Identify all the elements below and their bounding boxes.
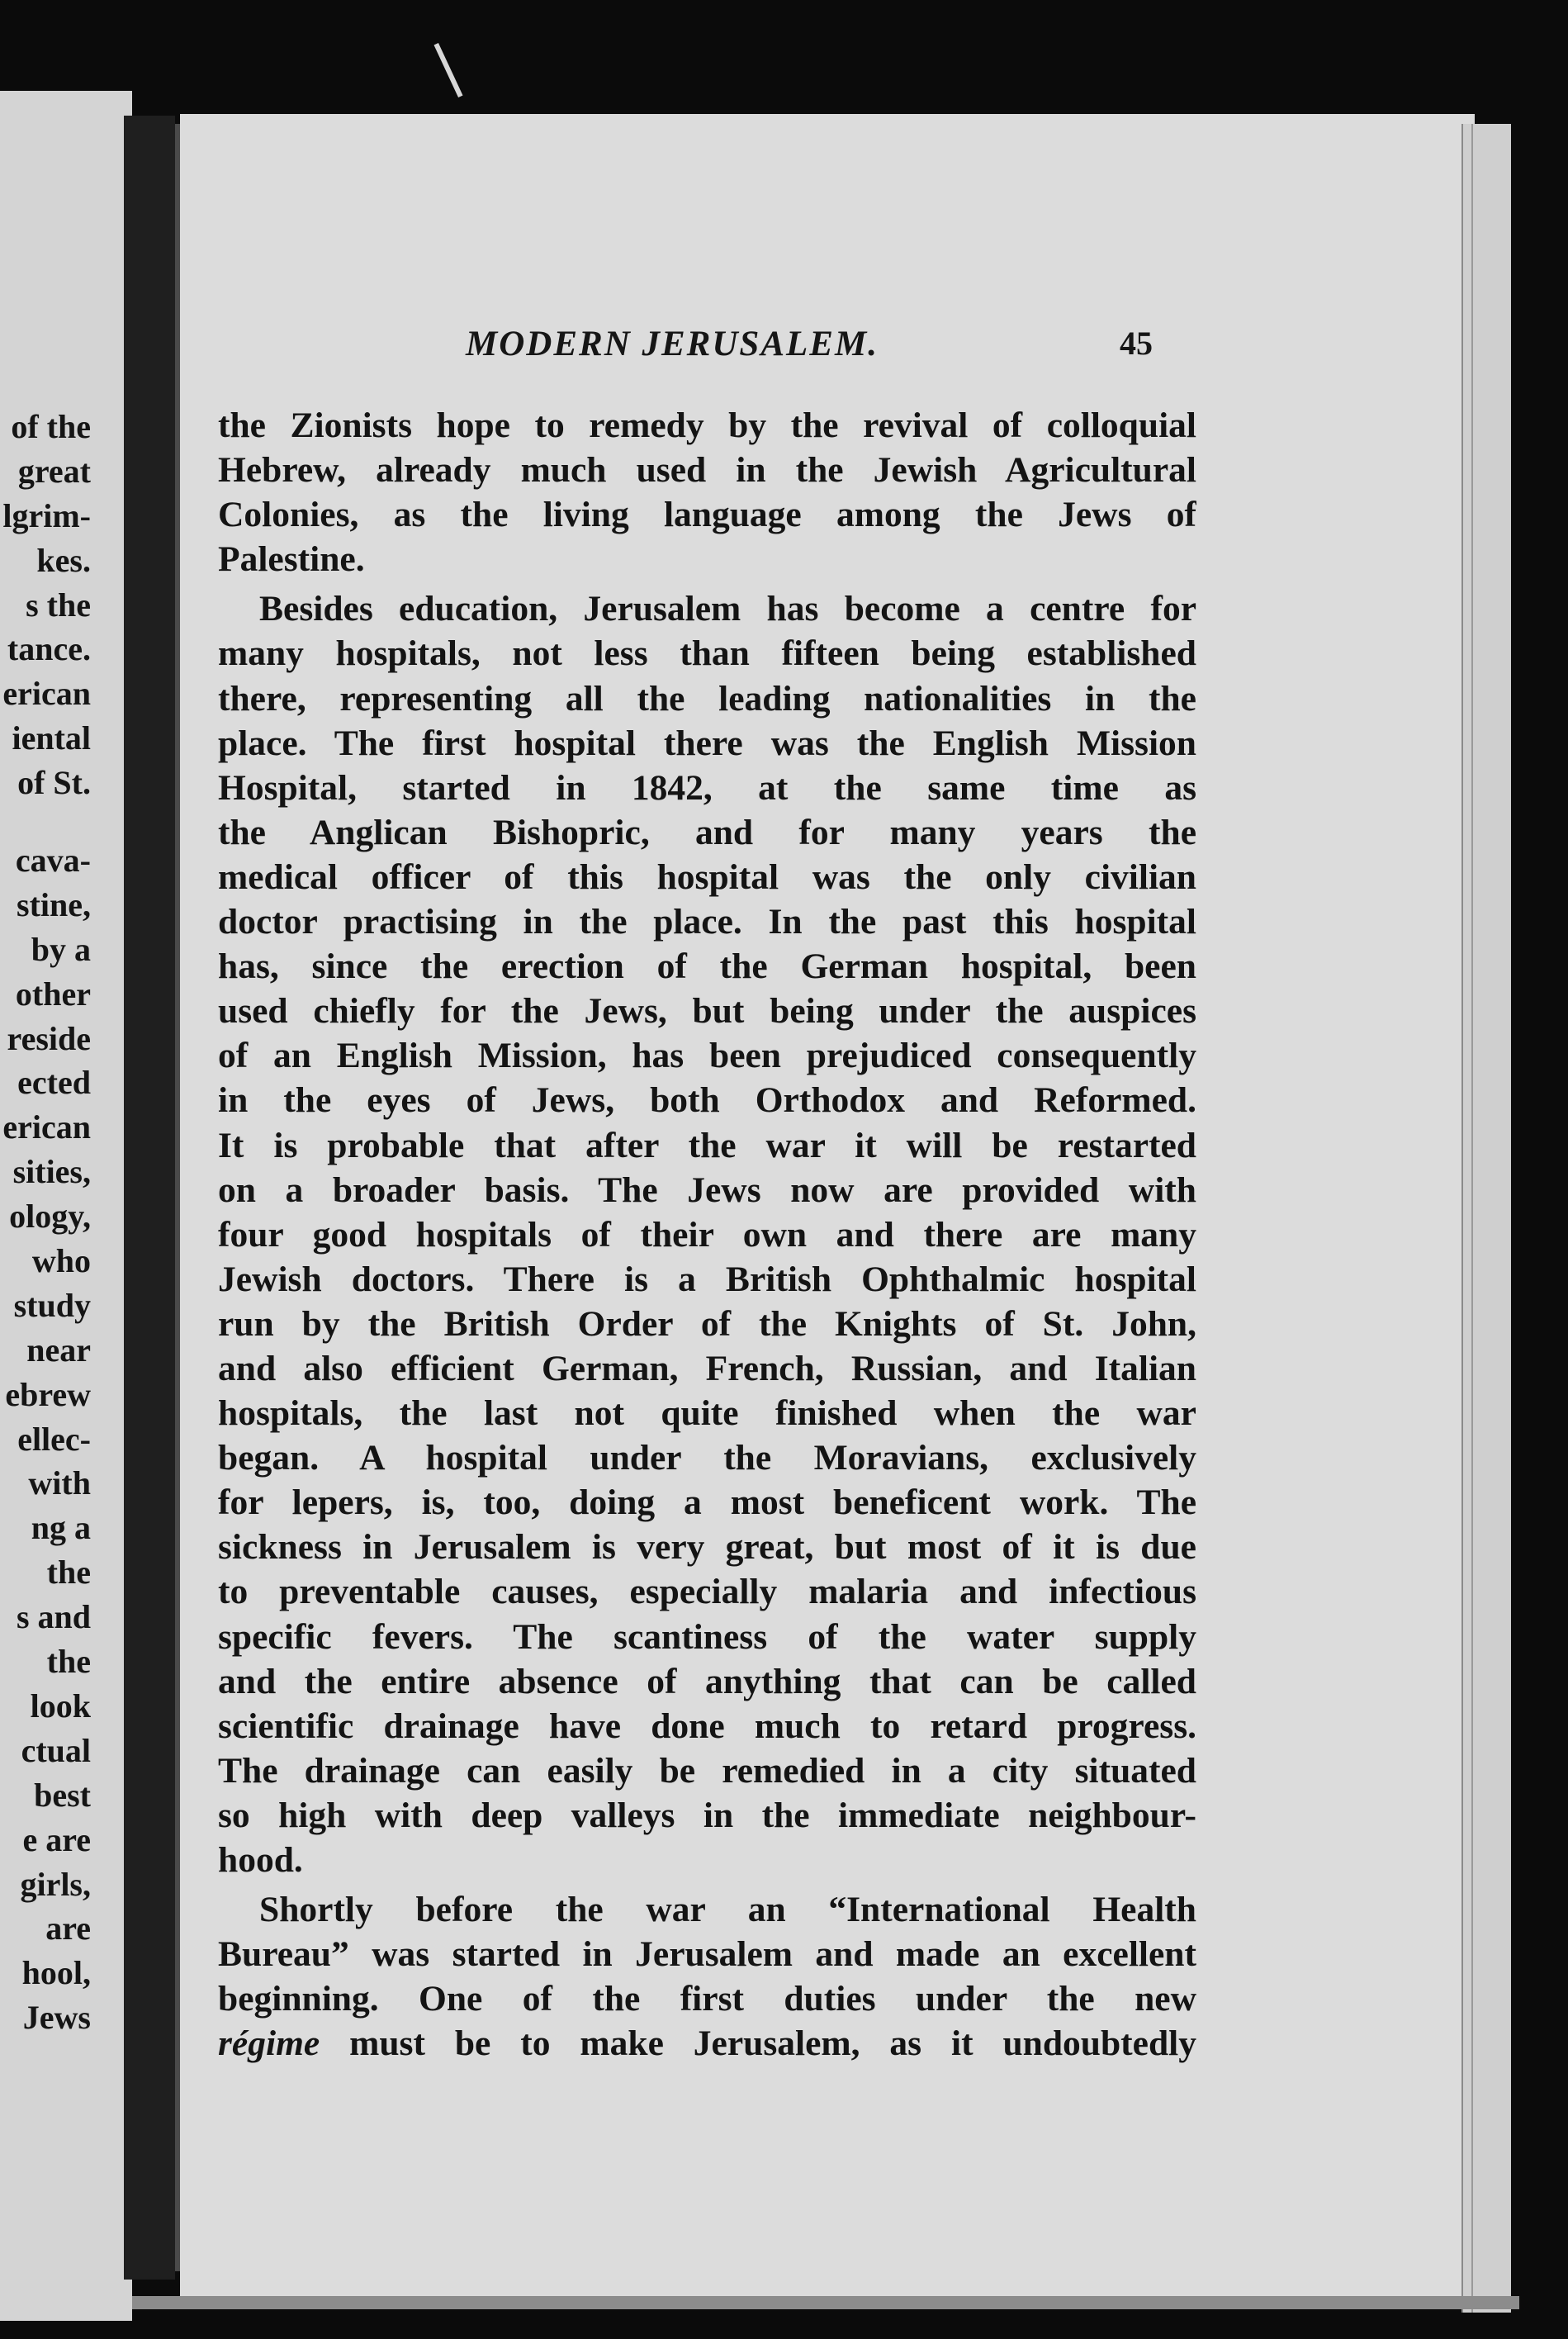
scan-artifact [433, 43, 462, 97]
text-line: and the entire absence of anything that can be called [218, 1661, 1196, 1701]
previous-page-line: cava- [15, 842, 91, 880]
text-line: Hospital, started in 1842, at the same time as [218, 767, 1196, 808]
previous-page-line: the [46, 1554, 91, 1592]
previous-page-line: other [15, 975, 91, 1013]
text-line: the Zionists hope to remedy by the revival of colloquial [218, 406, 1196, 445]
previous-page-line: ebrew [5, 1375, 91, 1413]
previous-page-line: hool, [21, 1954, 91, 1992]
text-line: Bureau” was started in Jerusalem and made an excellent [218, 1934, 1196, 1975]
text-line: so high with deep valleys in the immediate neighbour- [218, 1795, 1196, 1835]
text-line: for lepers, is, too, doing a most beneficent work. The [218, 1483, 1196, 1523]
text-line: used chiefly for the Jews, but being under the auspices [218, 991, 1196, 1032]
text-line: run by the British Order of the Knights of St. John, [218, 1303, 1196, 1344]
previous-page-line: iental [12, 719, 91, 757]
text-line: hood. [218, 1840, 303, 1880]
previous-page-line: ology, [9, 1198, 91, 1236]
previous-page-line: tance. [7, 630, 91, 668]
previous-page-line: stine, [17, 885, 91, 923]
page-number: 45 [1120, 325, 1153, 362]
text-line: scientific drainage have done much to retard progress. [218, 1706, 1196, 1746]
text-line: four good hospitals of their own and there are many [218, 1214, 1196, 1255]
previous-page-line: lgrim- [2, 496, 91, 534]
previous-page-text [2, 405, 91, 2040]
text-line: hospitals, the last not quite finished when the war [218, 1393, 1196, 1434]
book-spine [124, 116, 175, 2280]
text-line: to preventable causes, especially malaria and infectious [218, 1572, 1196, 1612]
previous-page-line: Jews [22, 1999, 91, 2037]
running-head [218, 324, 1192, 373]
previous-page-line: the [46, 1643, 91, 1681]
previous-page-line: ctual [21, 1731, 91, 1769]
text-line: Besides education, Jerusalem has become a centre for [259, 589, 1196, 629]
previous-page-line: sities, [12, 1153, 91, 1191]
page-bottom-edge [132, 2296, 1519, 2309]
previous-page-line: erican [2, 1108, 91, 1146]
text-line: there, representing all the leading nationalities in the [218, 678, 1196, 719]
previous-page-line: near [26, 1331, 91, 1369]
text-line: of an English Mission, has been prejudiced consequently [218, 1036, 1196, 1076]
line-remainder: must be to make Jerusalem, as it undoubtedly [320, 2023, 1196, 2064]
text-line: many hospitals, not less than fifteen being established [218, 633, 1196, 674]
running-title: MODERN JERUSALEM. [466, 325, 879, 363]
text-line: Palestine. [218, 539, 365, 580]
previous-page-line: by a [31, 930, 91, 968]
page-body-text [218, 403, 1196, 2066]
previous-page-line: s the [26, 586, 91, 624]
text-line: began. A hospital under the Moravians, exclusively [218, 1438, 1196, 1478]
text-line: and also efficient German, French, Russian, and Italian [218, 1348, 1196, 1388]
italic-word: régime [218, 2023, 320, 2064]
previous-page-line: of the [11, 408, 91, 445]
text-line: It is probable that after the war it will be restarted [218, 1125, 1196, 1165]
previous-page-line: girls, [20, 1865, 91, 1903]
previous-page [0, 91, 132, 2321]
text-line: beginning. One of the first duties under the new [218, 1979, 1196, 2019]
previous-page-line [2, 805, 91, 838]
text-line: Colonies, as the living language among the Jews of [218, 495, 1196, 535]
previous-page-line: erican [2, 675, 91, 713]
text-line: place. The first hospital there was the English Mission [218, 723, 1196, 763]
text-line: in the eyes of Jews, both Orthodox and Reformed. [218, 1080, 1196, 1121]
text-line: medical officer of this hospital was the only civilian [218, 856, 1196, 897]
previous-page-line: s and [16, 1598, 91, 1636]
previous-page-line: look [30, 1687, 91, 1725]
previous-page-line: study [13, 1286, 91, 1324]
previous-page-line: of St. [17, 764, 91, 802]
text-line: doctor practising in the place. In the past this hospital [218, 902, 1196, 942]
previous-page-line: best [34, 1776, 91, 1814]
previous-page-line: kes. [36, 541, 91, 579]
previous-page-line: ellec- [17, 1420, 91, 1458]
text-line: Shortly before the war an “International Health [259, 1890, 1196, 1930]
text-line: Jewish doctors. There is a British Ophthalmic hospital [218, 1259, 1196, 1299]
previous-page-line: reside [7, 1019, 91, 1057]
text-line: specific fevers. The scantiness of the water supply [218, 1616, 1196, 1657]
text-line: Hebrew, already much used in the Jewish Agricultural [218, 450, 1196, 491]
previous-page-line: who [31, 1242, 91, 1280]
text-line [218, 2021, 1196, 2066]
page-fore-edge [1461, 124, 1511, 2313]
previous-page-line: with [28, 1464, 91, 1502]
text-line: the Anglican Bishopric, and for many years the [218, 812, 1196, 852]
text-line: on a broader basis. The Jews now are provided with [218, 1170, 1196, 1210]
previous-page-line: ected [17, 1064, 91, 1102]
text-line: sickness in Jerusalem is very great, but most of it is due [218, 1527, 1196, 1568]
previous-page-line: great [17, 452, 91, 490]
previous-page-line: e are [22, 1820, 91, 1858]
previous-page-line: are [45, 1910, 91, 1948]
text-line: has, since the erection of the German hospital, been [218, 947, 1196, 987]
text-line: The drainage can easily be remedied in a city situated [218, 1750, 1196, 1791]
previous-page-line: ng a [31, 1509, 91, 1547]
